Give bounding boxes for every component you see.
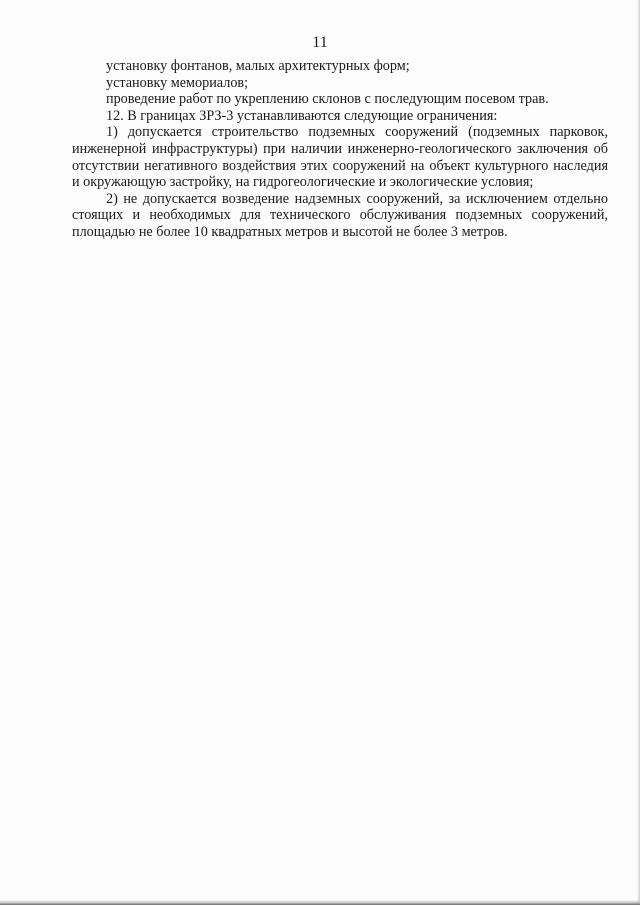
- document-body: [72, 58, 608, 241]
- scan-edge-bottom: [0, 900, 640, 905]
- page-number: 11: [312, 34, 328, 51]
- paragraph-restriction-1: 1) допускается строительство подземных сооружений (подземных парковок, инженерной инфраструктуры) при наличии инженерно-геологического заключения об отсутствии негативного воздействия этих сооружений на объект культурного наследия и окружающую застройку, на гидрогеологические и экологические условия;: [72, 124, 608, 191]
- paragraph-fountains: установку фонтанов, малых архитектурных форм;: [106, 58, 410, 74]
- paragraph-memorials: установку мемориалов;: [106, 74, 249, 91]
- paragraph-slopes: проведение работ по укреплению склонов с последующим посевом трав.: [106, 91, 549, 108]
- paragraph-restriction-2: 2) не допускается возведение надземных сооружений, за исключением отдельно стоящих и необходимых для технического обслуживания подземных сооружений, площадью не более 10 квадратных метров и высотой не более 3 метров.: [72, 190, 608, 240]
- paragraph-zrz3-heading: 12. В границах ЗРЗ-3 устанавливаются следующие ограничения:: [106, 107, 498, 124]
